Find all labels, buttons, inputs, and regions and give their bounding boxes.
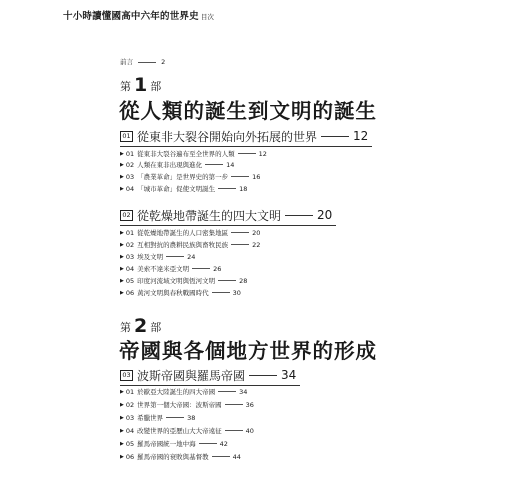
section-page: 28	[239, 276, 248, 285]
section-title: 印度河流域文明與恆河文明	[137, 277, 216, 285]
chapter-underline	[120, 225, 336, 226]
section-page: 26	[213, 264, 222, 273]
bullet-arrow-icon: ▶	[120, 185, 124, 192]
toc-section[interactable]	[120, 252, 195, 261]
chapter-number-badge: 01	[120, 131, 133, 142]
section-number: 03	[125, 252, 135, 261]
toc-section[interactable]	[120, 400, 254, 409]
leader-dash	[285, 215, 313, 216]
toc-section[interactable]	[120, 288, 241, 297]
section-page: 36	[245, 400, 254, 409]
section-number: 04	[125, 426, 135, 435]
section-number: 06	[125, 452, 135, 461]
section-number: 03	[125, 413, 135, 422]
section-title: 於歐亞大陸誕生的四大帝國	[137, 388, 216, 396]
chapter-underline	[120, 146, 372, 147]
bullet-arrow-icon: ▶	[120, 388, 124, 395]
bullet-arrow-icon: ▶	[120, 161, 124, 168]
leader-dash	[231, 232, 249, 233]
section-title: 羅馬帝國統一地中海	[137, 440, 196, 448]
part-suffix: 部	[150, 80, 162, 93]
toc-entry-preface[interactable]	[120, 57, 165, 66]
leader-dash	[166, 256, 184, 257]
section-page: 24	[187, 252, 196, 261]
part-number: 1	[134, 74, 148, 96]
part-title: 從人類的誕生到文明的誕生	[119, 99, 377, 123]
leader-dash	[225, 404, 243, 405]
section-title: 「農業革命」是世界史的第一步	[137, 173, 229, 181]
bullet-arrow-icon: ▶	[120, 440, 124, 447]
header-subtitle: 目次	[200, 13, 214, 21]
section-title: 互相對抗的農耕民族與畜牧民族	[137, 241, 229, 249]
section-number: 01	[125, 228, 135, 237]
leader-dash	[231, 244, 249, 245]
section-number: 06	[125, 288, 135, 297]
section-title: 世界第一個大帝國：波斯帝國	[137, 401, 222, 409]
leader-dash	[199, 443, 217, 444]
section-number: 05	[125, 439, 135, 448]
leader-dash	[249, 375, 277, 376]
chapter-title: 從乾燥地帶誕生的四大文明	[137, 208, 282, 223]
leader-dash	[218, 391, 236, 392]
part-number: 2	[134, 315, 148, 337]
part-title: 帝國與各個地方世界的形成	[119, 339, 377, 363]
running-header	[63, 8, 214, 22]
toc-section[interactable]	[120, 228, 260, 237]
toc-chapter[interactable]	[120, 207, 332, 223]
bullet-arrow-icon: ▶	[120, 453, 124, 460]
part-prefix: 第	[120, 80, 131, 93]
leader-dash	[212, 456, 230, 457]
section-number: 01	[125, 149, 135, 158]
section-page: 40	[245, 426, 254, 435]
section-title: 黃河文明與春秋戰國時代	[137, 289, 209, 297]
part-prefix: 第	[120, 321, 131, 334]
section-page: 12	[258, 149, 267, 158]
section-page: 20	[252, 228, 261, 237]
section-number: 02	[125, 240, 135, 249]
chapter-page: 34	[281, 368, 297, 382]
chapter-number-badge: 02	[120, 210, 133, 221]
bullet-arrow-icon: ▶	[120, 253, 124, 260]
bullet-arrow-icon: ▶	[120, 401, 124, 408]
section-title: 埃及文明	[137, 253, 164, 261]
section-number: 03	[125, 172, 135, 181]
bullet-arrow-icon: ▶	[120, 173, 124, 180]
leader-dash	[212, 292, 230, 293]
bullet-arrow-icon: ▶	[120, 427, 124, 434]
section-page: 18	[239, 184, 248, 193]
section-title: 改變世界的亞歷山大大帝遠征	[137, 427, 222, 435]
section-title: 羅馬帝國的衰敗與基督教	[137, 453, 209, 461]
leader-dash	[218, 188, 236, 189]
bullet-arrow-icon: ▶	[120, 289, 124, 296]
bullet-arrow-icon: ▶	[120, 414, 124, 421]
toc-section[interactable]	[120, 439, 228, 448]
part-suffix: 部	[150, 321, 162, 334]
toc-section[interactable]	[120, 240, 260, 249]
section-number: 05	[125, 276, 135, 285]
preface-page: 2	[161, 58, 166, 66]
chapter-title: 從東非大裂谷開始向外拓展的世界	[137, 129, 318, 144]
preface-label: 前言	[120, 58, 133, 66]
chapter-underline	[120, 385, 300, 386]
section-page: 44	[232, 452, 241, 461]
section-title: 「城市革命」促使文明誕生	[137, 185, 216, 193]
section-title: 從東非大裂谷遍布至全世界的人類	[137, 150, 235, 158]
chapter-page: 12	[353, 129, 369, 143]
toc-chapter[interactable]	[120, 128, 368, 144]
bullet-arrow-icon: ▶	[120, 150, 124, 157]
toc-section[interactable]	[120, 160, 234, 169]
section-number: 04	[125, 264, 135, 273]
section-page: 34	[239, 387, 248, 396]
section-number: 04	[125, 184, 135, 193]
section-page: 30	[232, 288, 241, 297]
chapter-number-badge: 03	[120, 370, 133, 381]
toc-section[interactable]	[120, 276, 247, 285]
section-page: 42	[219, 439, 228, 448]
leader-dash	[218, 280, 236, 281]
section-page: 14	[226, 160, 235, 169]
leader-dash	[138, 62, 156, 63]
toc-section[interactable]	[120, 264, 221, 273]
toc-section[interactable]	[120, 149, 267, 158]
section-title: 希臘世界	[137, 414, 164, 422]
section-number: 02	[125, 160, 135, 169]
toc-section[interactable]	[120, 387, 247, 396]
section-page: 22	[252, 240, 261, 249]
bullet-arrow-icon: ▶	[120, 229, 124, 236]
part-label	[120, 73, 161, 95]
toc-section[interactable]	[120, 426, 254, 435]
toc-section[interactable]	[120, 172, 260, 181]
section-title: 人類在東非出現與進化	[137, 161, 203, 169]
toc-chapter[interactable]	[120, 367, 296, 383]
section-page: 16	[252, 172, 261, 181]
section-number: 01	[125, 387, 135, 396]
bullet-arrow-icon: ▶	[120, 241, 124, 248]
leader-dash	[205, 164, 223, 165]
chapter-title: 波斯帝國與羅馬帝國	[137, 368, 246, 383]
bullet-arrow-icon: ▶	[120, 265, 124, 272]
leader-dash	[231, 176, 249, 177]
leader-dash	[321, 136, 349, 137]
toc-section[interactable]	[120, 184, 247, 193]
book-title: 十小時讀懂國高中六年的世界史	[63, 11, 199, 22]
part-label	[120, 314, 161, 336]
bullet-arrow-icon: ▶	[120, 277, 124, 284]
leader-dash	[166, 417, 184, 418]
chapter-page: 20	[317, 208, 333, 222]
section-page: 38	[187, 413, 196, 422]
section-title: 美索不達米亞文明	[137, 265, 190, 273]
section-number: 02	[125, 400, 135, 409]
leader-dash	[225, 430, 243, 431]
toc-section[interactable]	[120, 413, 195, 422]
leader-dash	[238, 153, 256, 154]
section-title: 從乾燥地帶誕生的人口密集地區	[137, 229, 229, 237]
toc-section[interactable]	[120, 452, 241, 461]
leader-dash	[192, 268, 210, 269]
